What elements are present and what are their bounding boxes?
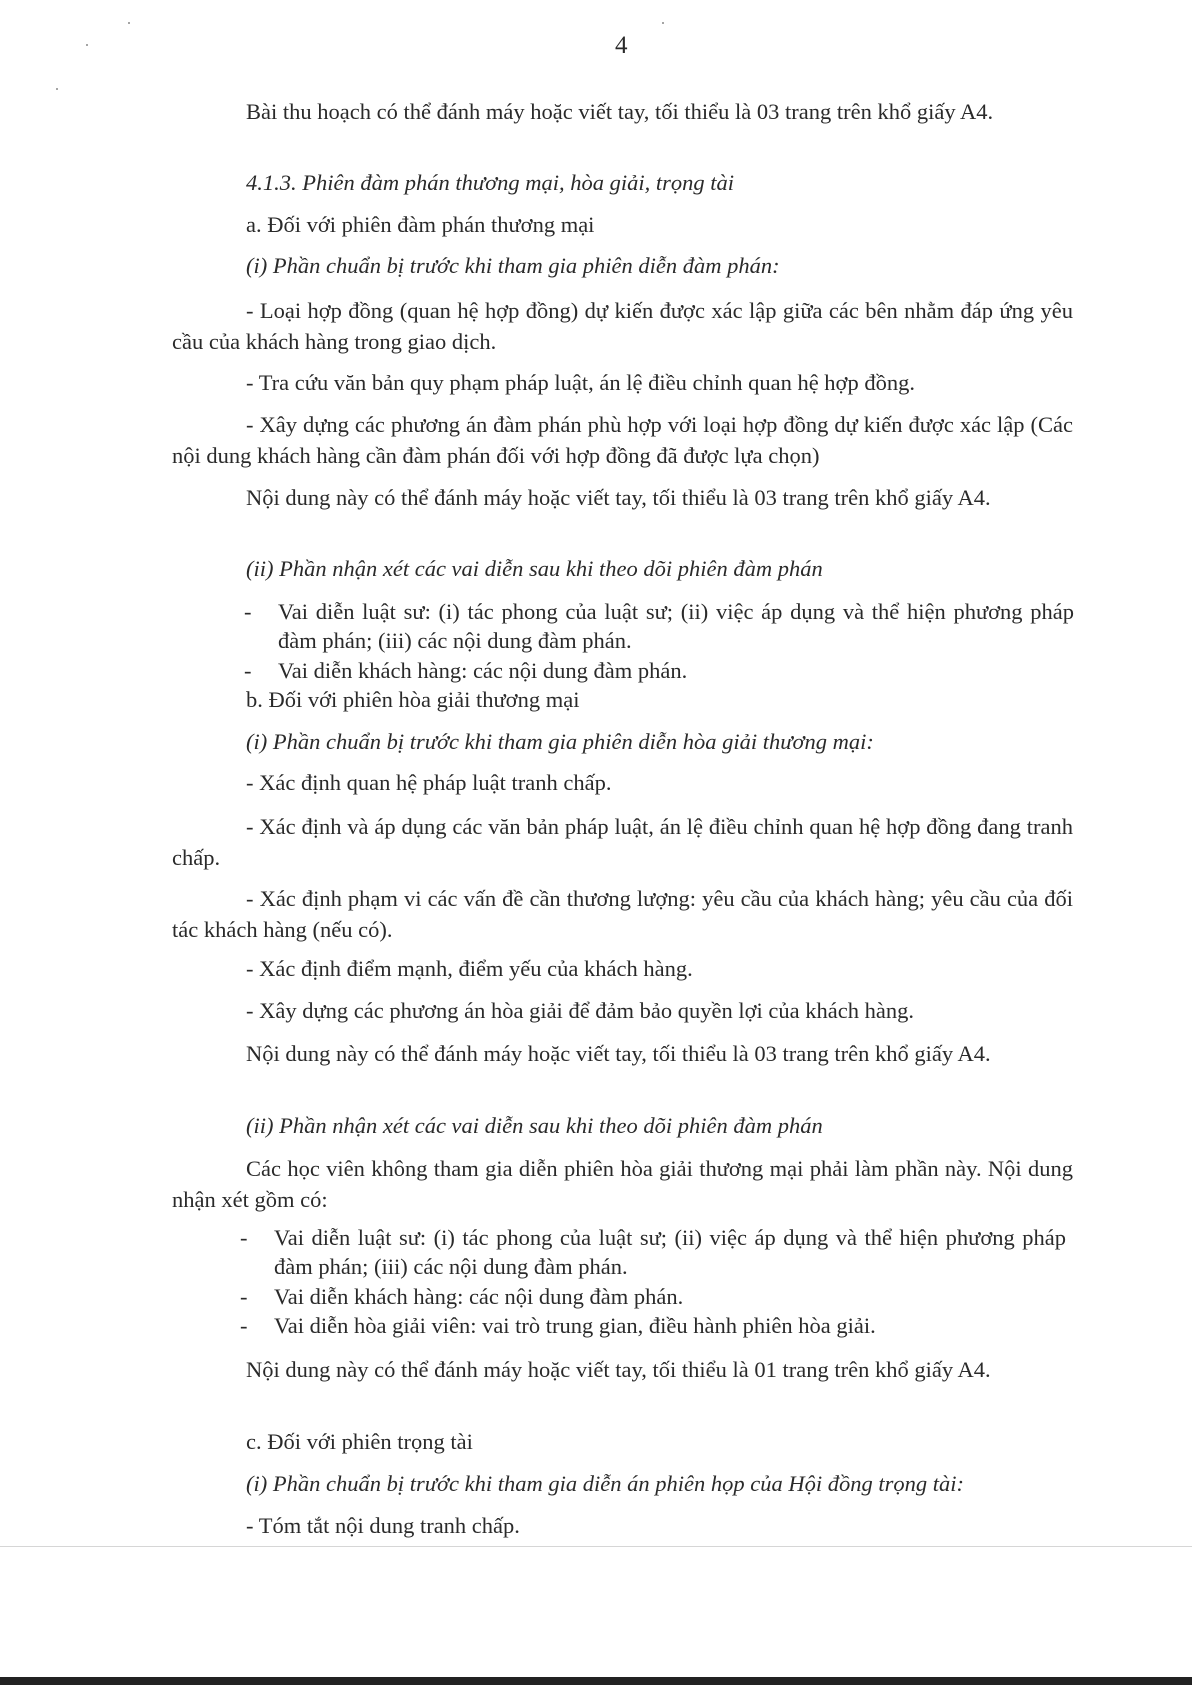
scan-bottom-edge <box>0 1677 1192 1685</box>
subsection-heading: b. Đối với phiên hòa giải thương mại <box>246 687 580 712</box>
scan-speck <box>86 44 88 46</box>
subsection-heading: c. Đối với phiên trọng tài <box>246 1429 473 1454</box>
paragraph: Nội dung này có thể đánh máy hoặc viết tay, tối thiểu là 03 trang trên khổ giấy A4. <box>246 485 991 510</box>
paragraph: Nội dung này có thể đánh máy hoặc viết tay, tối thiểu là 01 trang trên khổ giấy A4. <box>246 1357 991 1382</box>
list-item-text: Vai diễn luật sư: (i) tác phong của luật sư; (ii) việc áp dụng và thể hiện phương pháp đàm phán; (iii) các nội dung đàm phán. <box>274 1225 1066 1279</box>
scan-speck <box>662 22 664 24</box>
italic-heading: (ii) Phần nhận xét các vai diễn sau khi theo dõi phiên đàm phán <box>246 1113 823 1138</box>
list-item-text: Vai diễn khách hàng: các nội dung đàm phán. <box>278 658 688 683</box>
scan-fold-line <box>0 1546 1192 1547</box>
italic-heading: (i) Phần chuẩn bị trước khi tham gia phiên diễn đàm phán: <box>246 253 780 278</box>
paragraph: - Xác định phạm vi các vấn đề cần thương lượng: yêu cầu của khách hàng; yêu cầu của đối tác khách hàng (nếu có). <box>172 886 1073 942</box>
paragraph: Bài thu hoạch có thể đánh máy hoặc viết tay, tối thiểu là 03 trang trên khổ giấy A4. <box>246 99 994 124</box>
list-dash: - <box>240 1313 248 1338</box>
paragraph: - Tra cứu văn bản quy phạm pháp luật, án lệ điều chỉnh quan hệ hợp đồng. <box>246 370 915 395</box>
paragraph: - Xác định quan hệ pháp luật tranh chấp. <box>246 770 612 795</box>
paragraph: - Xác định điểm mạnh, điểm yếu của khách hàng. <box>246 956 693 981</box>
subsection-heading: a. Đối với phiên đàm phán thương mại <box>246 212 595 237</box>
list-item-text: Vai diễn khách hàng: các nội dung đàm phán. <box>274 1284 684 1309</box>
list-dash: - <box>240 1225 248 1250</box>
list-item-text: Vai diễn luật sư: (i) tác phong của luật sư; (ii) việc áp dụng và thể hiện phương pháp đàm phán; (iii) các nội dung đàm phán. <box>278 599 1074 653</box>
scan-speck <box>56 88 58 90</box>
paragraph: - Xây dựng các phương án đàm phán phù hợp với loại hợp đồng dự kiến được xác lập (Các nội dung khách hàng cần đàm phán đối với hợp đồng đã được lựa chọn) <box>172 412 1073 468</box>
paragraph: - Xây dựng các phương án hòa giải để đảm bảo quyền lợi của khách hàng. <box>246 998 914 1023</box>
italic-heading: (ii) Phần nhận xét các vai diễn sau khi theo dõi phiên đàm phán <box>246 556 823 581</box>
list-dash: - <box>244 658 252 683</box>
list-dash: - <box>244 599 252 624</box>
list-item-text: Vai diễn hòa giải viên: vai trò trung gian, điều hành phiên hòa giải. <box>274 1313 876 1338</box>
paragraph: Nội dung này có thể đánh máy hoặc viết tay, tối thiểu là 03 trang trên khổ giấy A4. <box>246 1041 991 1066</box>
paragraph: - Loại hợp đồng (quan hệ hợp đồng) dự kiến được xác lập giữa các bên nhằm đáp ứng yêu cầu của khách hàng trong giao dịch. <box>172 298 1073 354</box>
page-number: 4 <box>615 32 628 59</box>
list-dash: - <box>240 1284 248 1309</box>
paragraph: Các học viên không tham gia diễn phiên hòa giải thương mại phải làm phần này. Nội dung nhận xét gồm có: <box>172 1156 1073 1212</box>
italic-heading: (i) Phần chuẩn bị trước khi tham gia diễn án phiên họp của Hội đồng trọng tài: <box>246 1471 964 1496</box>
scan-speck <box>128 22 130 24</box>
paragraph: - Xác định và áp dụng các văn bản pháp luật, án lệ điều chỉnh quan hệ hợp đồng đang tranh chấp. <box>172 814 1073 870</box>
italic-heading: (i) Phần chuẩn bị trước khi tham gia phiên diễn hòa giải thương mại: <box>246 729 874 754</box>
section-heading: 4.1.3. Phiên đàm phán thương mại, hòa giải, trọng tài <box>246 170 735 195</box>
paragraph: - Tóm tắt nội dung tranh chấp. <box>246 1513 520 1538</box>
